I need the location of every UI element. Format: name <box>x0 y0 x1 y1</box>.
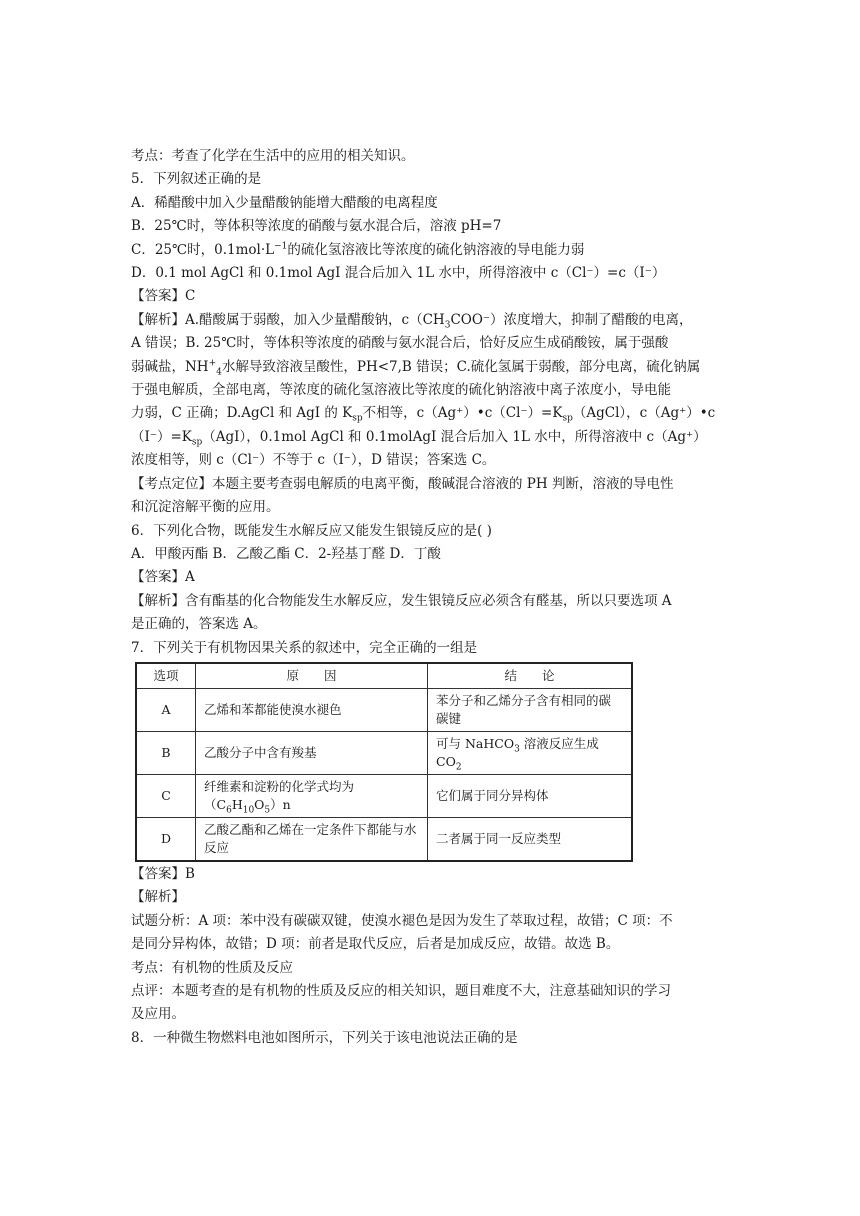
q6-explanation-2: 是正确的，答案选 A。 <box>131 616 267 633</box>
q6-answer: 【答案】A <box>131 569 195 586</box>
cell-option: C <box>136 774 196 817</box>
cell-conclusion: 二者属于同一反应类型 <box>428 817 633 861</box>
q5-option-c <box>131 239 731 262</box>
q6-stem: 6．下列化合物，既能发生水解反应又能发生银镜反应的是( ) <box>131 522 492 539</box>
q5-explanation-3 <box>131 356 731 379</box>
subscript: sp <box>352 414 363 425</box>
q7-table <box>135 662 633 862</box>
subscript: 6 <box>226 805 232 816</box>
subscript: 3 <box>444 320 451 331</box>
text: H <box>231 796 243 812</box>
subscript: 5 <box>264 805 271 816</box>
subscript: 4 <box>216 367 222 378</box>
header-reason: 原 因 <box>196 663 428 689</box>
subscript: 10 <box>242 805 255 816</box>
q5-explanation-6 <box>131 426 731 449</box>
text: 溶液反应生成 CO <box>436 735 599 769</box>
q5-option-b: B．25℃时，等体积等浓度的硝酸与氨水混合后，溶液 pH=7 <box>131 218 502 235</box>
superscript: + <box>208 358 217 369</box>
q7-explanation-1: 试题分析：A 项：苯中没有碳碳双键，使溴水褪色是因为发生了萃取过程，故错；C 项：不 <box>131 912 673 929</box>
text: 水解导致溶液呈酸性，PH<7,B 错误；C.硫化氢属于弱酸，部分电离，硫化钠属 <box>221 358 701 375</box>
q4-kaodian: 考点：考查了化学在生活中的应用的相关知识。 <box>131 148 415 164</box>
cell-reason <box>196 774 428 817</box>
text: （AgCl），c（Ag⁺）•c <box>572 405 716 422</box>
text: 【解析】A.醋酸属于弱酸，加入少量醋酸钠，c（CH <box>131 311 445 328</box>
q5-option-c-text: C．25℃时，0.1mol·L <box>131 241 275 258</box>
text: COO⁻）浓度增大，抑制了醋酸的电离， <box>450 311 693 328</box>
header-option: 选项 <box>136 663 196 689</box>
q7-explanation-head: 【解析】 <box>131 889 185 906</box>
q5-explanation-4: 于强电解质，全部电离，等浓度的硫化氢溶液比等浓度的硫化钠溶液中离子浓度小，导电能 <box>131 382 671 399</box>
text: O <box>254 796 265 812</box>
header-conclusion: 结 论 <box>428 663 633 689</box>
q5-option-d: D．0.1 mol AgCl 和 0.1mol AgI 混合后加入 1L 水中，所得溶液中 c（Cl⁻）=c（I⁻） <box>131 265 666 282</box>
formula <box>204 796 419 814</box>
cell-conclusion: 它们属于同分异构体 <box>428 774 633 817</box>
subscript: 2 <box>455 762 462 773</box>
q5-location-1: 【考点定位】本题主要考查弱电解质的电离平衡，酸碱混合溶液的 PH 判断，溶液的导电性 <box>131 475 674 492</box>
q5-location-2: 和沉淀溶解平衡的应用。 <box>131 499 280 516</box>
q7-table-wrap <box>135 662 731 862</box>
table-header-row <box>136 663 632 689</box>
cell-reason: 乙酸分子中含有羧基 <box>196 731 428 774</box>
q7-stem: 7．下列关于有机物因果关系的叙述中，完全正确的一组是 <box>131 639 478 656</box>
cell-reason: 乙酸乙酯和乙烯在一定条件下都能与水反应 <box>196 817 428 861</box>
text: （AgI），0.1mol AgCl 和 0.1molAgI 混合后加入 1L 水中，所得溶液中 c（Ag⁺） <box>202 428 707 445</box>
q7-answer: 【答案】B <box>131 865 195 882</box>
cell-conclusion: 苯分子和乙烯分子含有相同的碳碳键 <box>428 688 633 731</box>
superscript: −1 <box>274 241 288 252</box>
q6-explanation-1: 【解析】含有酯基的化合物能发生水解反应，发生银镜反应必须含有醛基，所以只要选项 A <box>131 592 672 609</box>
cell-reason: 乙烯和苯都能使溴水褪色 <box>196 688 428 731</box>
q5-explanation-5 <box>131 402 731 425</box>
q5-explanation-1 <box>131 309 731 332</box>
q5-explanation-7: 浓度相等，则 c（Cl⁻）不等于 c（I⁻），D 错误；答案选 C。 <box>131 452 496 469</box>
subscript: sp <box>562 414 573 425</box>
page-content <box>131 145 731 1050</box>
text: 可与 NaHCO <box>436 735 515 751</box>
cell-conclusion <box>428 731 633 774</box>
text: 弱碱盐，NH <box>131 358 209 375</box>
table-row <box>136 688 632 731</box>
q5-option-a: A．稀醋酸中加入少量醋酸钠能增大醋酸的电离程度 <box>131 194 438 211</box>
cell-option: D <box>136 817 196 861</box>
q8-stem: 8．一种微生物燃料电池如图所示，下列关于该电池说法正确的是 <box>131 1029 518 1046</box>
text: 不相等，c（Ag⁺）•c（Cl⁻）=K <box>362 405 563 422</box>
subscript: 3 <box>514 744 520 755</box>
q7-kaodian: 考点：有机物的性质及反应 <box>131 959 293 976</box>
text: （I⁻）=K <box>131 428 192 445</box>
subscript: sp <box>191 437 203 448</box>
q7-explanation-2: 是同分异构体，故错；D 项：前者是取代反应，后者是加成反应，故错。故选 B。 <box>131 936 620 953</box>
q5-answer: 【答案】C <box>131 288 196 305</box>
cell-option: A <box>136 688 196 731</box>
cell-option: B <box>136 731 196 774</box>
text: （C <box>204 796 227 812</box>
q5-stem: 5．下列叙述正确的是 <box>131 171 262 188</box>
table-row <box>136 731 632 774</box>
q5-option-c-text-2: 的硫化氢溶液比等浓度的硫化钠溶液的导电能力弱 <box>287 241 585 258</box>
q7-comment-1: 点评：本题考查的是有机物的性质及反应的相关知识，题目难度不大，注意基础知识的学习 <box>131 982 671 999</box>
table-row <box>136 774 632 817</box>
q7-comment-2: 及应用。 <box>131 1006 185 1023</box>
q5-explanation-2: A 错误；B. 25℃时，等体积等浓度的硝酸与氨水混合后，恰好反应生成硝酸铵，属于强酸 <box>131 335 669 352</box>
q6-options: A．甲酸丙酯 B．乙酸乙酯 C．2-羟基丁醛 D．丁酸 <box>131 545 441 562</box>
text: ）n <box>270 796 291 812</box>
text: 力弱，C 正确；D.AgCl 和 AgI 的 K <box>131 405 353 422</box>
text: 纤维素和淀粉的化学式均为 <box>204 778 355 794</box>
table-row <box>136 817 632 861</box>
